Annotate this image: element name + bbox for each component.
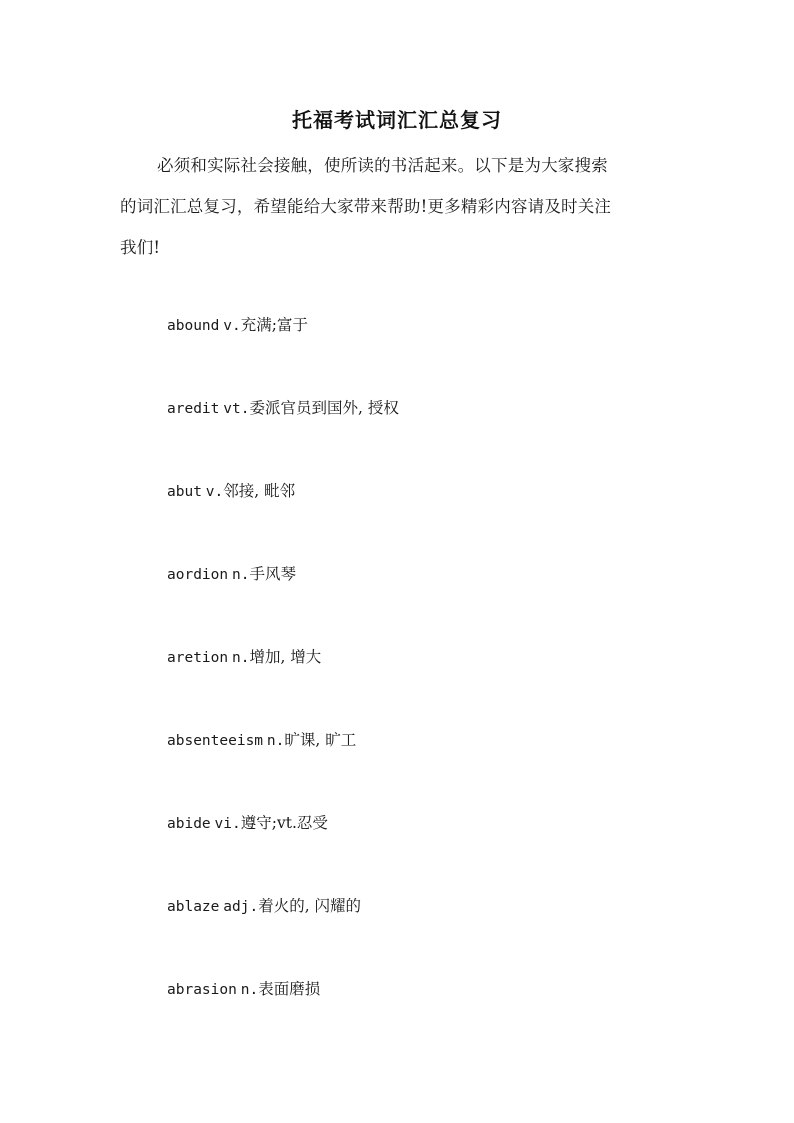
- entry-part-of-speech: v.: [205, 484, 224, 500]
- intro-line: 我们!: [120, 238, 161, 257]
- entry-word: abrasion: [167, 982, 237, 998]
- entry-word: aretion: [167, 650, 229, 666]
- entry-meaning: 委派官员到国外, 授权: [249, 399, 399, 417]
- entry-meaning: 手风琴: [249, 565, 296, 583]
- entry-meaning: 旷课, 旷工: [284, 731, 357, 749]
- entry-word: aordion: [167, 567, 229, 583]
- entry-word: aredit: [167, 401, 220, 417]
- entry-part-of-speech: n.: [231, 567, 250, 583]
- entry-meaning: 充满;富于: [240, 316, 308, 334]
- entry-word: ablaze: [167, 899, 220, 915]
- intro-line: 必须和实际社会接触，使所读的书活起来。以下是为大家搜索: [157, 156, 608, 175]
- entry-part-of-speech: v.: [223, 318, 241, 334]
- vocabulary-entry: [167, 725, 687, 808]
- entry-part-of-speech: n.: [240, 982, 259, 998]
- entry-meaning: 增加, 增大: [249, 648, 322, 666]
- entry-part-of-speech: n.: [266, 733, 285, 749]
- entry-word: abound: [167, 318, 220, 334]
- entry-meaning: 遵守;vt.忍受: [240, 814, 328, 832]
- vocabulary-entry: [167, 974, 687, 1057]
- intro-paragraph: [120, 145, 680, 268]
- entry-part-of-speech: vt.: [223, 401, 250, 417]
- vocabulary-entry: [167, 891, 687, 974]
- entry-part-of-speech: vi.: [214, 816, 241, 832]
- vocabulary-entry: [167, 310, 687, 393]
- page-title: 托福考试词汇汇总复习: [292, 108, 502, 132]
- vocabulary-entry: [167, 559, 687, 642]
- entry-word: abide: [167, 816, 211, 832]
- entry-part-of-speech: adj.: [223, 899, 259, 915]
- vocabulary-entry: [167, 476, 687, 559]
- entry-part-of-speech: n.: [231, 650, 250, 666]
- entry-word: abut: [167, 484, 202, 500]
- entry-meaning: 表面磨损: [258, 980, 321, 998]
- entry-word: absenteeism: [167, 733, 264, 749]
- vocabulary-entry: [167, 642, 687, 725]
- entry-meaning: 着火的, 闪耀的: [258, 897, 362, 915]
- vocabulary-entry: [167, 808, 687, 891]
- entry-meaning: 邻接, 毗邻: [223, 482, 296, 500]
- vocabulary-list: [167, 310, 687, 1057]
- intro-line: 的词汇汇总复习，希望能给大家带来帮助!更多精彩内容请及时关注: [120, 197, 612, 216]
- vocabulary-entry: [167, 393, 687, 476]
